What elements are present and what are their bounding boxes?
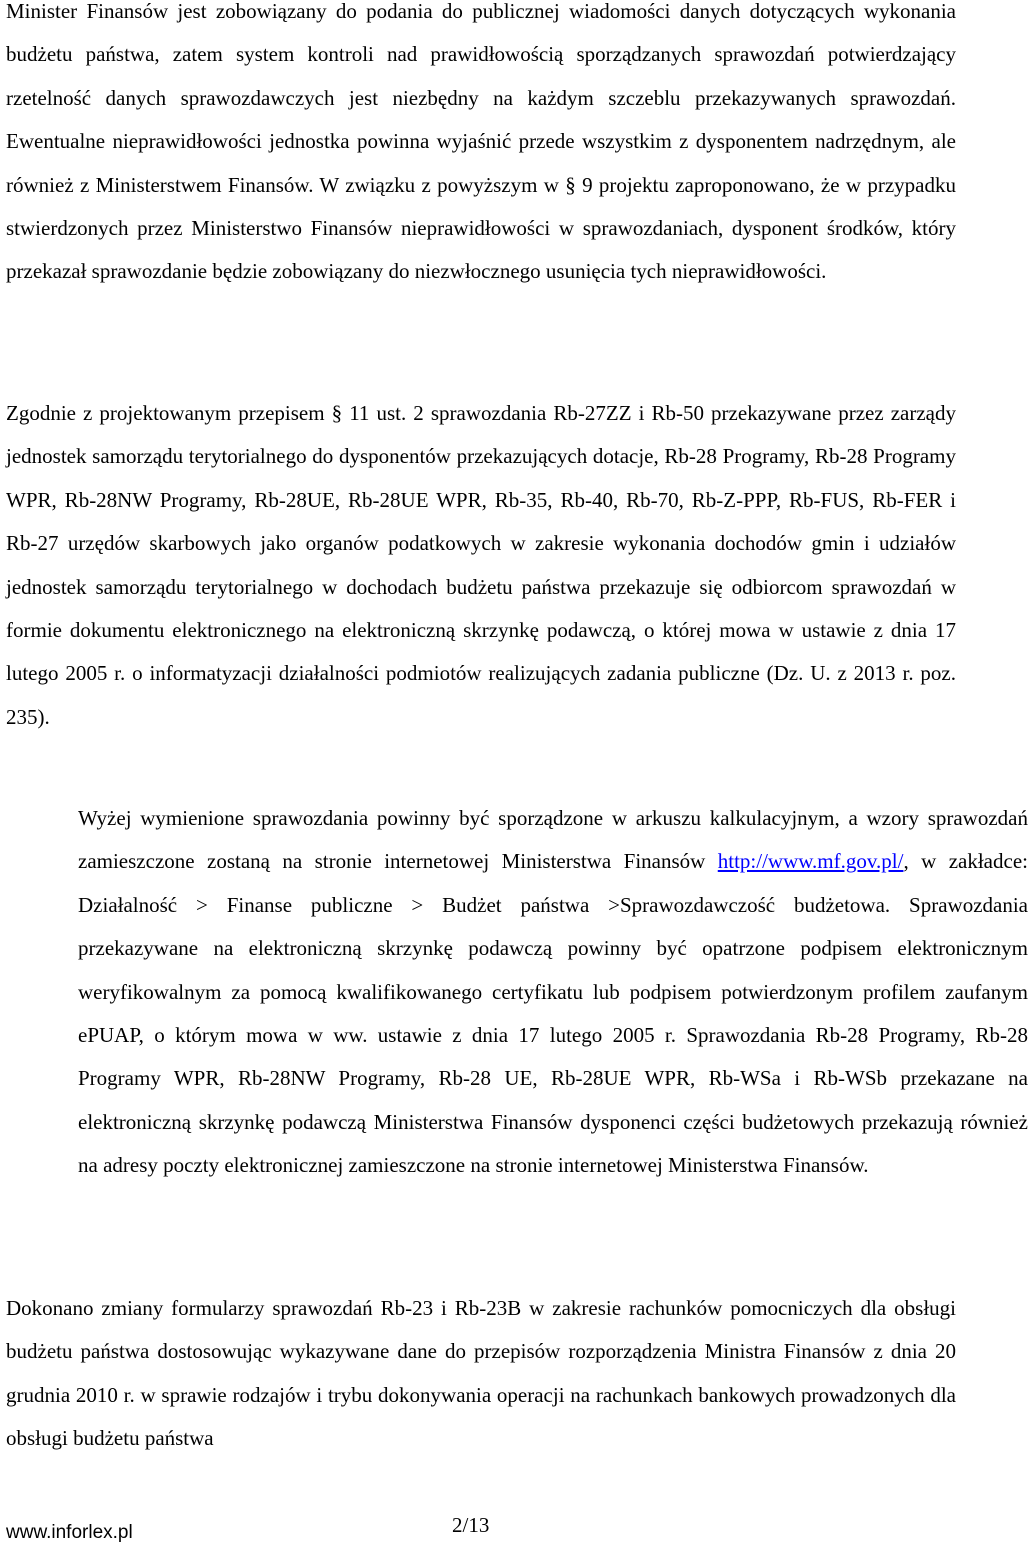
paragraph-3-text-start: Wyżej wymienione sprawozdania powinny być sporządzone w arkuszu kalkulacyjnym, a wzory sprawozdań zamieszczone zostaną na stronie internetowej Ministerstwa Finansów — [78, 806, 1028, 874]
paragraph-2: Zgodnie z projektowanym przepisem § 11 ust. 2 sprawozdania Rb-27ZZ i Rb-50 przekazywane przez zarządy jednostek samorządu terytorialnego do dysponentów przekazujących dotacje, Rb-28 Programy, Rb-28 Programy WPR, Rb-28NW Programy, Rb-28UE, Rb-28UE WPR, Rb-35, Rb-40, Rb-70, Rb-Z-PPP, Rb-FUS, Rb-FER i Rb-27 urzędów skarbowych jako organów podatkowych w zakresie wykonania dochodów gmin i udziałów jednostek samorządu terytorialnego w dochodach budżetu państwa przekazuje się odbiorcom sprawozdań w formie dokumentu elektronicznego na elektroniczną skrzynkę podawczą, o której mowa w ustawie z dnia 17 lutego 2005 r. o informatyzacji działalności podmiotów realizujących zadania publiczne (Dz. U. z 2013 r. poz. 235). — [6, 401, 956, 729]
paragraph-4: Dokonano zmiany formularzy sprawozdań Rb-23 i Rb-23B w zakresie rachunków pomocniczych dla obsługi budżetu państwa dostosowując wykazywane dane do przepisów rozporządzenia Ministra Finansów z dnia 20 grudnia 2010 r. w sprawie rodzajów i trybu dokonywania operacji na rachunkach bankowych prowadzonych dla obsługi budżetu państwa — [6, 1296, 956, 1451]
footer-site-name: www.inforlex.pl — [6, 1522, 133, 1543]
paragraph-3 — [6, 797, 1028, 1188]
mf-website-link[interactable]: http://www.mf.gov.pl/ — [717, 849, 904, 874]
paragraph-1: Minister Finansów jest zobowiązany do podania do publicznej wiadomości danych dotyczących wykonania budżetu państwa, zatem system kontroli nad prawidłowością sporządzanych sprawozdań potwierdzający rzetelność danych sprawozdawczych jest niezbędny na każdym szczeblu przekazywanych sprawozdań. Ewentualne nieprawidłowości jednostka powinna wyjaśnić przede wszystkim z dysponentem nadrzędnym, ale również z Ministerstwem Finansów. W związku z powyższym w § 9 projektu zaproponowano, że w przypadku stwierdzonych przez Ministerstwo Finansów nieprawidłowości w sprawozdaniach, dysponent środków, który przekazał sprawozdanie będzie zobowiązany do niezwłocznego usunięcia tych nieprawidłowości. — [6, 0, 956, 284]
paragraph-3-text-end: , w zakładce: Działalność > Finanse publiczne > Budżet państwa >Sprawozdawczość budżetowa. Sprawozdania przekazywane na elektroniczną skrzynkę podawczą powinny być opatrzone podpisem elektronicznym weryfikowalnym za pomocą kwalifikowanego certyfikatu lub podpisem potwierdzonym profilem zaufanym ePUAP, o którym mowa w ww. ustawie z dnia 17 lutego 2005 r. Sprawozdania Rb-28 Programy, Rb-28 Programy WPR, Rb-28NW Programy, Rb-28 UE, Rb-28UE WPR, Rb-WSa i Rb-WSb przekazane na elektroniczną skrzynkę podawczą Ministerstwa Finansów dysponenci części budżetowych przekazują również na adresy poczty elektronicznej zamieszczone na stronie internetowej Ministerstwa Finansów. — [78, 849, 1028, 1178]
page-number: 2/13 — [452, 1513, 490, 1537]
